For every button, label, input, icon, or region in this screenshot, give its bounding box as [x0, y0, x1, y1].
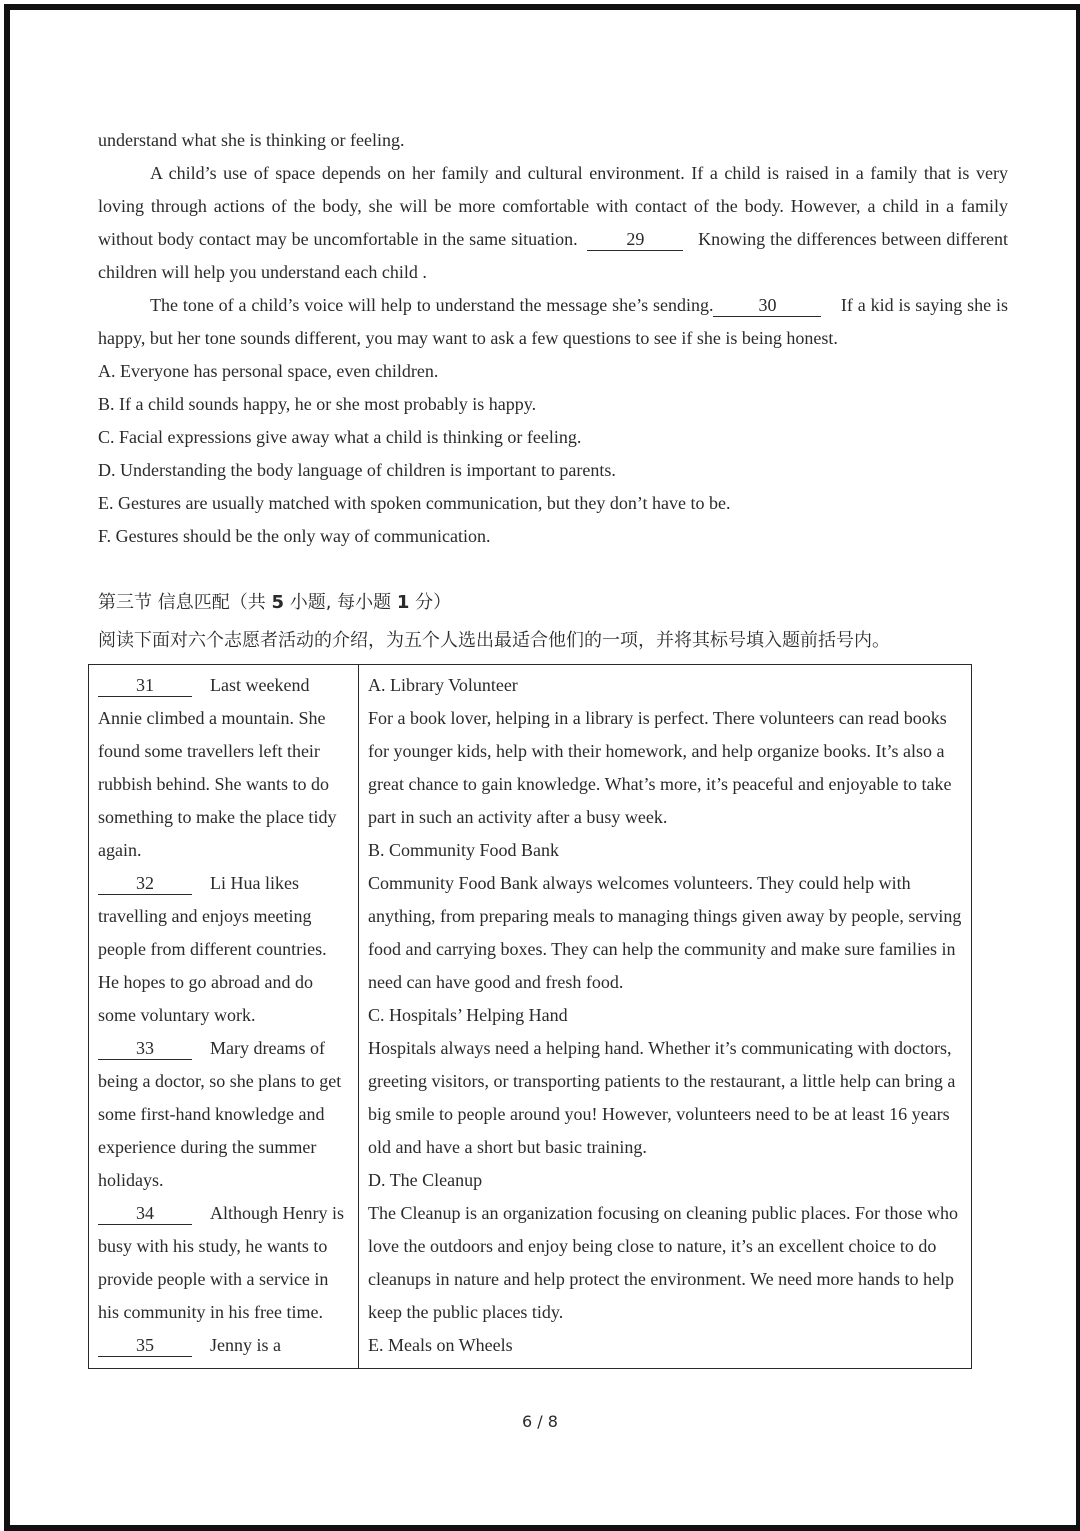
activity-text-hospitals: Hospitals always need a helping hand. Whether it’s communicating with doctors, greeting visitors, or transporting patients to the restaurant, a little help can bring a big smile to people around you! However, volunteers need to be at least 16 years old and have a short but basic training. [368, 1038, 956, 1157]
activity-text-library: For a book lover, helping in a library is perfect. There volunteers can read books for younger kids, help with their homework, and help organize books. It’s also a great chance to gain knowledge. What’s more, it’s peaceful and enjoyable to take part in such an activity after a busy week. [368, 708, 952, 827]
passage-text: If a kid is saying she is happy, but her tone sounds different, you may want to ask a few questions to see if she is being honest. [98, 295, 1009, 348]
activity-title-meals: E. Meals on Wheels [368, 1335, 513, 1355]
answer-blank-30[interactable]: 30 [713, 294, 821, 317]
answer-blank-33[interactable]: 33 [98, 1037, 192, 1060]
option-c: C. Facial expressions give away what a child is thinking or feeling. [98, 427, 582, 447]
option-e: E. Gestures are usually matched with spoken communication, but they don’t have to be. [98, 493, 731, 513]
person-annie: Last weekend Annie climbed a mountain. She found some travellers left their rubbish behind. She wants to do something to make the place tidy again. [98, 675, 337, 860]
answer-blank-32[interactable]: 32 [98, 872, 192, 895]
passage-paragraph-tone [98, 289, 1008, 355]
answer-blank-34[interactable]: 34 [98, 1202, 192, 1225]
passage-text: The tone of a child’s voice will help to understand the message she’s sending. [150, 295, 714, 315]
activity-title-cleanup: D. The Cleanup [368, 1170, 483, 1190]
person-li-hua: Li Hua likes travelling and enjoys meeting people from different countries. He hopes to go abroad and do some voluntary work. [98, 873, 327, 1025]
person-mary: Mary dreams of being a doctor, so she plans to get some first-hand knowledge and experience during the summer holidays. [98, 1038, 342, 1190]
matching-table [88, 664, 972, 1369]
option-f: F. Gestures should be the only way of communication. [98, 526, 491, 546]
option-b: B. If a child sounds happy, he or she most probably is happy. [98, 394, 537, 414]
answer-blank-31[interactable]: 31 [98, 674, 192, 697]
reading-passage [98, 124, 1008, 553]
activity-title-hospitals: C. Hospitals’ Helping Hand [368, 1005, 568, 1025]
section-instruction: 阅读下面对六个志愿者活动的介绍，为五个人选出最适合他们的一项，并将其标号填入题前括号内。 [98, 630, 890, 651]
passage-text: A child’s use of space depends on her family and cultural environment. If a child is raised in a family that is very loving through actions of the body, she will be more comfortable with contact of the body. However, a child in a family without body contact may be uncomfortable in the same situation. [98, 163, 1008, 249]
passage-text: Knowing the differences between different children will help you understand each child . [98, 229, 1009, 282]
activity-text-cleanup: The Cleanup is an organization focusing on cleaning public places. For those who love the outdoors and enjoy being close to nature, it’s an excellent choice to do cleanups in nature and help protect the environment. We need more hands to help keep the public places tidy. [368, 1203, 959, 1322]
activity-title-library: A. Library Volunteer [368, 675, 518, 695]
option-a: A. Everyone has personal space, even children. [98, 361, 439, 381]
passage-paragraph-space [98, 157, 1008, 289]
person-jenny: Jenny is a [210, 1335, 281, 1355]
activities-column [359, 665, 971, 1368]
option-d: D. Understanding the body language of children is important to parents. [98, 460, 616, 480]
activity-title-food-bank: B. Community Food Bank [368, 840, 560, 860]
activity-text-food-bank: Community Food Bank always welcomes volunteers. They could help with anything, from preparing meals to managing things given away by people, serving food and carrying boxes. They can help the community and make sure families in need can have good and fresh food. [368, 873, 962, 992]
people-column [89, 665, 359, 1368]
passage-line: understand what she is thinking or feeling. [98, 130, 405, 150]
section-title: 第三节 信息匹配（共 5 小题, 每小题 1 分） [98, 592, 452, 613]
answer-blank-35[interactable]: 35 [98, 1334, 192, 1357]
people-list [98, 669, 350, 1362]
page-number: 6 / 8 [522, 1412, 558, 1431]
person-henry: Although Henry is busy with his study, he wants to provide people with a service in his community in his free time. [98, 1203, 344, 1322]
answer-blank-29[interactable]: 29 [587, 228, 683, 251]
activities-list [368, 669, 964, 1362]
